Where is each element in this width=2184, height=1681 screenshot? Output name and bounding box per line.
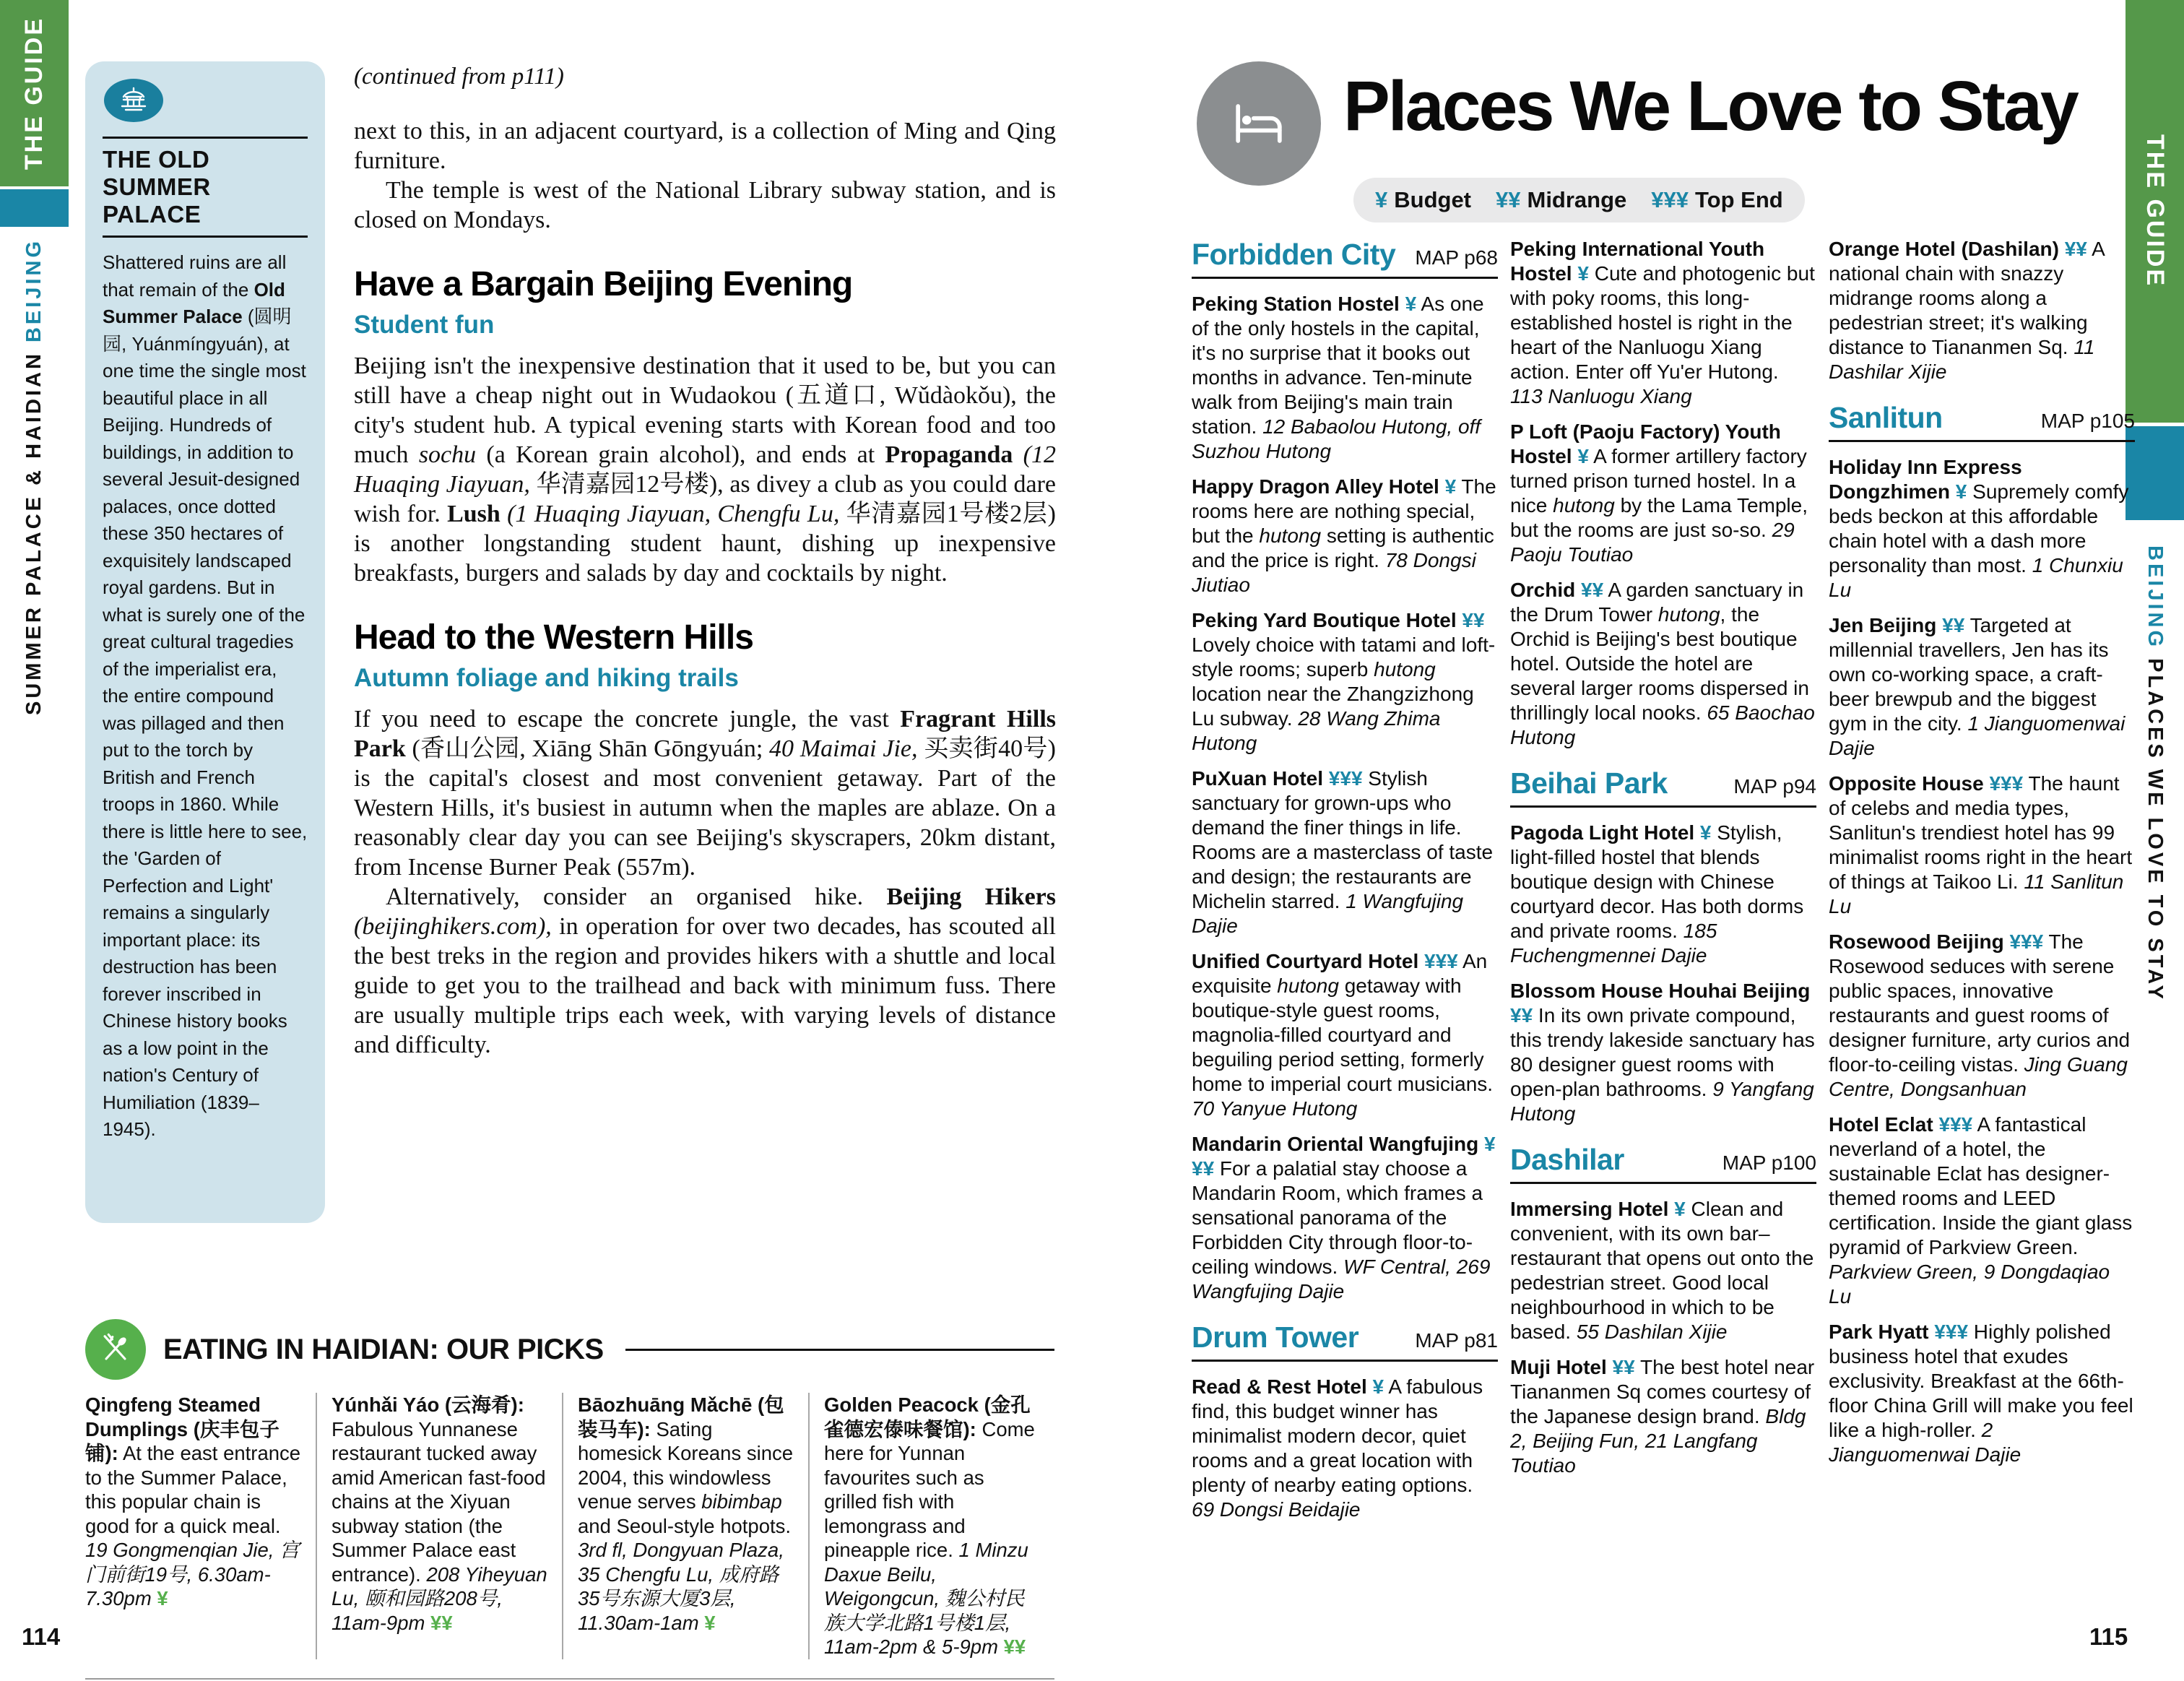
article-paragraph: The temple is west of the National Library subway station, and is closed on Mondays.	[354, 177, 1056, 233]
hotel-listing: Peking Yard Boutique Hotel ¥¥ Lovely choice with tatami and loft-style rooms; superb hutong location near the Zhangzizhong Lu subway. 28 Wang Zhima Hutong	[1192, 609, 1496, 754]
old-summer-palace-sidebar	[85, 61, 325, 1223]
left-guide-label: THE GUIDE	[20, 16, 48, 170]
map-reference: MAP p81	[1415, 1329, 1498, 1352]
fork-spoon-icon	[85, 1319, 146, 1380]
price-symbol: ¥¥¥	[2003, 930, 2044, 953]
continued-note: (continued from p111)	[354, 64, 564, 90]
map-reference: MAP p100	[1722, 1151, 1816, 1174]
left-edge-blue-block	[0, 189, 69, 227]
price-symbol: ¥¥¥	[1933, 1113, 1973, 1136]
hotel-listing: Unified Courtyard Hotel ¥¥¥ An exquisite hutong getaway with boutique-style guest rooms, magnolia-filled courtyard and beguiling period setting, formerly home to imperial court musicians. 70 Yanyue Hutong	[1192, 950, 1494, 1120]
article-subheading: Autumn foliage and hiking trails	[354, 664, 739, 693]
article-heading: Head to the Western Hills	[354, 618, 753, 657]
price-symbol: ¥¥	[1575, 579, 1604, 601]
price-symbol: ¥¥¥	[1192, 1133, 1496, 1180]
left-edge-section-label	[0, 238, 69, 715]
eating-in-haidian-box	[85, 1319, 1054, 1680]
hotel-listing: Peking International Youth Hostel ¥ Cute and photogenic but with poky rooms, this long-established hostel is right in the heart of the Nanluogu Xiang action. Enter off Yu'er Hutong. 113 Nanluogu Xiang	[1510, 238, 1815, 407]
price-symbol: ¥	[1399, 293, 1417, 315]
hotel-listing: Peking Station Hostel ¥ As one of the only hostels in the capital, it's no surprise that it books out months in advance. Ten-minute walk from Beijing's main train station. 12 Babaolou Hutong, off Suzhou Hutong	[1192, 293, 1484, 462]
hotel-listing: Immersing Hotel ¥ Clean and convenient, with its own bar–restaurant that opens out onto the pedestrian street. Good local neighbourhood in which to be based. 55 Dashilan Xijie	[1510, 1198, 1814, 1343]
map-reference: MAP p105	[2040, 410, 2135, 432]
price-symbol: ¥¥¥	[1323, 767, 1363, 790]
price-symbol: ¥¥	[1606, 1356, 1635, 1378]
article-paragraph: Beijing isn't the inexpensive destination that it used to be, but you can still have a cheap night out in Wudaokou (五道口, Wǔdàokǒu), the city's student hub. A typical evening starts with Korean food and too much sochu (a Korean grain alcohol), and ends at Propaganda (12 Huaqing Jiayuan, 华清嘉园12号楼), as divey a club as you could dare wish for. Lush (1 Huaqing Jiayuan, Chengfu Lu, 华清嘉园1号楼2层) is another longstanding student haunt, dishing up inexpensive breakfasts, burgers and salads by day and cocktails by night.	[354, 352, 1057, 587]
hotel-listing: P Loft (Paoju Factory) Youth Hostel ¥ A former artillery factory turned prison turned hostel. In a nice hutong by the Lama Temple, but the rooms are just so-so. 29 Paoju Toutiao	[1510, 420, 1808, 566]
stay-column	[1510, 237, 1816, 1533]
price-symbol: ¥	[1950, 480, 1967, 503]
sidebar-rule-bottom	[103, 235, 308, 238]
hotel-listing: Orange Hotel (Dashilan) ¥¥ A national chain with snazzy midrange rooms along a pedestrian street; it's walking distance to Tiananmen Sq. 11 Dashilar Xijie	[1829, 238, 2105, 383]
price-symbol: ¥	[1439, 475, 1457, 498]
eating-columns	[85, 1393, 1054, 1680]
legend-item: ¥¥¥ Top End	[1651, 187, 1783, 212]
hotel-listing: Rosewood Beijing ¥¥¥ The Rosewood seduces with serene public spaces, innovative restaurants and guest rooms of designer furniture, arty curios and floor-to-ceiling vistas. Jing Guang Centre, Dongsanhuan	[1829, 930, 2131, 1100]
restaurant-entry: Qingfeng Steamed Dumplings (庆丰包子铺): At the east entrance to the Summer Palace, this popular chain is good for a quick meal. 19 Gongmenqian Jie, 宫门前街19号, 6.30am-7.30pm ¥	[85, 1393, 301, 1609]
stay-page-title: Places We Love to Stay	[1343, 66, 2077, 145]
restaurant-entry: Yúnhǎi Yáo (云海肴): Fabulous Yunnanese restaurant tucked away amid American fast-food chains at the Xiyuan subway station (the Summer Palace east entrance). 208 Yiheyuan Lu, 颐和园路208号, 11am-9pm ¥¥	[316, 1393, 562, 1659]
price-symbol: ¥	[1668, 1198, 1686, 1220]
left-section-city: BEIJING	[22, 238, 46, 343]
hotel-listing: Muji Hotel ¥¥ The best hotel near Tiananmen Sq comes courtesy of the Japanese design brand. Bldg 2, Beijing Fun, 21 Langfang Toutiao	[1510, 1356, 1815, 1477]
map-reference: MAP p94	[1733, 775, 1816, 798]
area-section-header: Sanlitun MAP p105	[1829, 403, 2135, 442]
page-number-left: 114	[22, 1623, 61, 1650]
restaurant-entry: Golden Peacock (金孔雀德宏傣味餐馆): Come here for Yunnan favourites such as grilled fish with lemongrass and pineapple rice. 1 Minzu Daxue Beilu, Weigongcun, 魏公村民族大学北路1号楼1层, 11am-2pm & 5-9pm ¥¥	[808, 1393, 1054, 1659]
stay-column	[1829, 237, 2135, 1533]
eating-header-rule	[625, 1349, 1054, 1351]
hotel-listing: Hotel Eclat ¥¥¥ A fantastical neverland of a hotel, the sustainable Eclat has designer-themed rooms and LEED certification. Inside the giant glass pyramid of Parkview Green. Parkview Green, 9 Dongdaqiao Lu	[1829, 1113, 2133, 1308]
price-symbol: ¥	[1694, 821, 1712, 844]
bed-icon	[1197, 61, 1321, 186]
price-symbol: ¥¥	[1456, 609, 1485, 631]
hotel-listing: Orchid ¥¥ A garden sanctuary in the Drum Tower hutong, the Orchid is Beijing's best boutique hotel. Outside the hotel are several larger rooms dispersed in thrillingly local nooks. 65 Baochao Hutong	[1510, 579, 1815, 748]
area-section-header: Drum Tower MAP p81	[1192, 1323, 1498, 1362]
hotel-listing: Holiday Inn Express Dongzhimen ¥ Supremely comfy beds beckon at this affordable chain hotel with a dash more personality than most. 1 Chunxiu Lu	[1829, 456, 2129, 601]
stay-column	[1192, 237, 1498, 1533]
price-symbol: ¥	[1572, 262, 1589, 285]
eating-title: EATING IN HAIDIAN: OUR PICKS	[163, 1333, 604, 1365]
price-symbol: ¥	[1366, 1375, 1384, 1398]
hotel-listing: Jen Beijing ¥¥ Targeted at millennial travellers, Jen has its own co-working space, a craft-beer brewpub and the biggest gym in the city. 1 Jianguomenwai Dajie	[1829, 614, 2126, 759]
article-paragraph: Alternatively, consider an organised hike. Beijing Hikers (beijinghikers.com), in operation for over two decades, has scouted all the best treks in the region and provides hikers with a shuttle and local guide to get you to the trailhead and back with minimum fuss. There are usually multiple trips each week, with varying levels of distance and difficulty.	[354, 883, 1056, 1058]
left-edge-guide-bar	[0, 0, 69, 186]
restaurant-entry: Bāozhuāng Mǎchē (包装马车): Sating homesick Koreans since 2004, this windowless venue serves bibimbap and Seoul-style hotpots. 3rd fl, Dongyuan Plaza, 35 Chengfu Lu, 成府路35号东源大厦3层, 11.30am-1am ¥	[562, 1393, 808, 1659]
eating-header	[85, 1319, 1054, 1380]
article-subheading: Student fun	[354, 311, 495, 340]
price-legend	[1353, 178, 1805, 222]
price-symbol: ¥¥¥	[1418, 950, 1458, 972]
pagoda-icon	[104, 79, 163, 122]
sidebar-title: THE OLD SUMMER PALACE	[103, 146, 211, 228]
legend-item: ¥¥ Midrange	[1496, 187, 1627, 212]
right-section-city: BEIJING	[2144, 545, 2167, 659]
hotel-listing: Happy Dragon Alley Hotel ¥ The rooms here are nothing special, but the hutong setting is authentic and the price is right. 78 Dongsi Jiutiao	[1192, 475, 1496, 596]
price-symbol: ¥¥	[2058, 238, 2087, 260]
hotel-listing: Read & Rest Hotel ¥ A fabulous find, this budget winner has minimalist modern decor, quiet rooms and a great location with plenty of nearby eating options. 69 Dongsi Beidajie	[1192, 1375, 1483, 1521]
hotel-listing: PuXuan Hotel ¥¥¥ Stylish sanctuary for grown-ups who demand the finer things in life. Rooms are a masterclass of taste and design; the restaurants are Michelin starred. 1 Wangfujing Dajie	[1192, 767, 1494, 937]
hotel-listing: Opposite House ¥¥¥ The haunt of celebs and media types, Sanlitun's trendiest hotel has 99 minimalist rooms right in the heart of things at Taikoo Li. 11 Sanlitun Lu	[1829, 772, 2133, 917]
right-guide-label: THE GUIDE	[2141, 134, 2169, 288]
hotel-listing: Blossom House Houhai Beijing ¥¥ In its own private compound, this trendy lakeside sanctuary has 80 designer guest rooms with open-plan bathrooms. 9 Yangfang Hutong	[1510, 980, 1815, 1125]
article-heading: Have a Bargain Beijing Evening	[354, 265, 853, 303]
article-column	[354, 64, 1056, 1060]
area-section-header: Dashilar MAP p100	[1510, 1145, 1816, 1184]
price-symbol: ¥¥	[1510, 1004, 1533, 1027]
legend-item: ¥ Budget	[1375, 187, 1472, 212]
price-symbol: ¥¥¥	[1983, 772, 2024, 795]
price-symbol: ¥¥¥	[1928, 1321, 1969, 1343]
price-symbol: ¥¥	[1936, 614, 1965, 636]
right-section-name: PLACES WE LOVE TO STAY	[2144, 658, 2167, 1002]
sidebar-body-text: Shattered ruins are all that remain of the Old Summer Palace (圆明园, Yuánmíngyuán), at one time the single most beautiful place in all Beijing. Hundreds of buildings, in addition to several Jesuit-designed palaces, once dotted these 350 hectares of exquisitely landscaped royal gardens. But in what is surely one of the great cultural tragedies of the imperialist era, the entire compound was pillaged and then put to the torch by British and French troops in 1860. While there is little here to see, the 'Garden of Perfection and Light' remains a singularly important place: its destruction has been forever inscribed in Chinese history books as a low point in the nation's Century of Humiliation (1839–1945).	[103, 251, 308, 1140]
hotel-listing: Pagoda Light Hotel ¥ Stylish, light-filled hostel that blends boutique design with Chinese courtyard decor. Has both dorms and private rooms. 185 Fuchengmennei Dajie	[1510, 821, 1804, 967]
map-reference: MAP p68	[1415, 246, 1498, 269]
article-paragraph: next to this, in an adjacent courtyard, is a collection of Ming and Qing furniture.	[354, 118, 1056, 174]
area-section-header: Forbidden City MAP p68	[1192, 240, 1498, 279]
page-number-right: 115	[2089, 1623, 2128, 1650]
article-paragraph: If you need to escape the concrete jungle, the vast Fragrant Hills Park (香山公园, Xiāng Shān Gōngyuán; 40 Maimai Jie, 买卖街40号) is the capital's closest and most convenient getaway. Part of the Western Hills, it's busiest in autumn when the maples are ablaze. On a reasonably clear day you can see Beijing's skyscrapers, 20km distant, from Incense Burner Peak (557m).	[354, 705, 1056, 881]
stay-columns	[1192, 237, 2135, 1533]
left-section-name: SUMMER PALACE & HAIDIAN	[22, 342, 46, 715]
area-section-header: Beihai Park MAP p94	[1510, 769, 1816, 808]
hotel-listing: Mandarin Oriental Wangfujing ¥¥¥ For a palatial stay choose a Mandarin Room, which frames a sensational panorama of the Forbidden City through floor-to-ceiling windows. WF Central, 269 Wangfujing Dajie	[1192, 1133, 1496, 1302]
sidebar-rule-top	[103, 137, 308, 139]
hotel-listing: Park Hyatt ¥¥¥ Highly polished business hotel that exudes exclusivity. Breakfast at the 66th-floor China Grill will make you feel like a high-roller. 2 Jianguomenwai Dajie	[1829, 1321, 2133, 1466]
price-symbol: ¥	[1572, 445, 1589, 467]
